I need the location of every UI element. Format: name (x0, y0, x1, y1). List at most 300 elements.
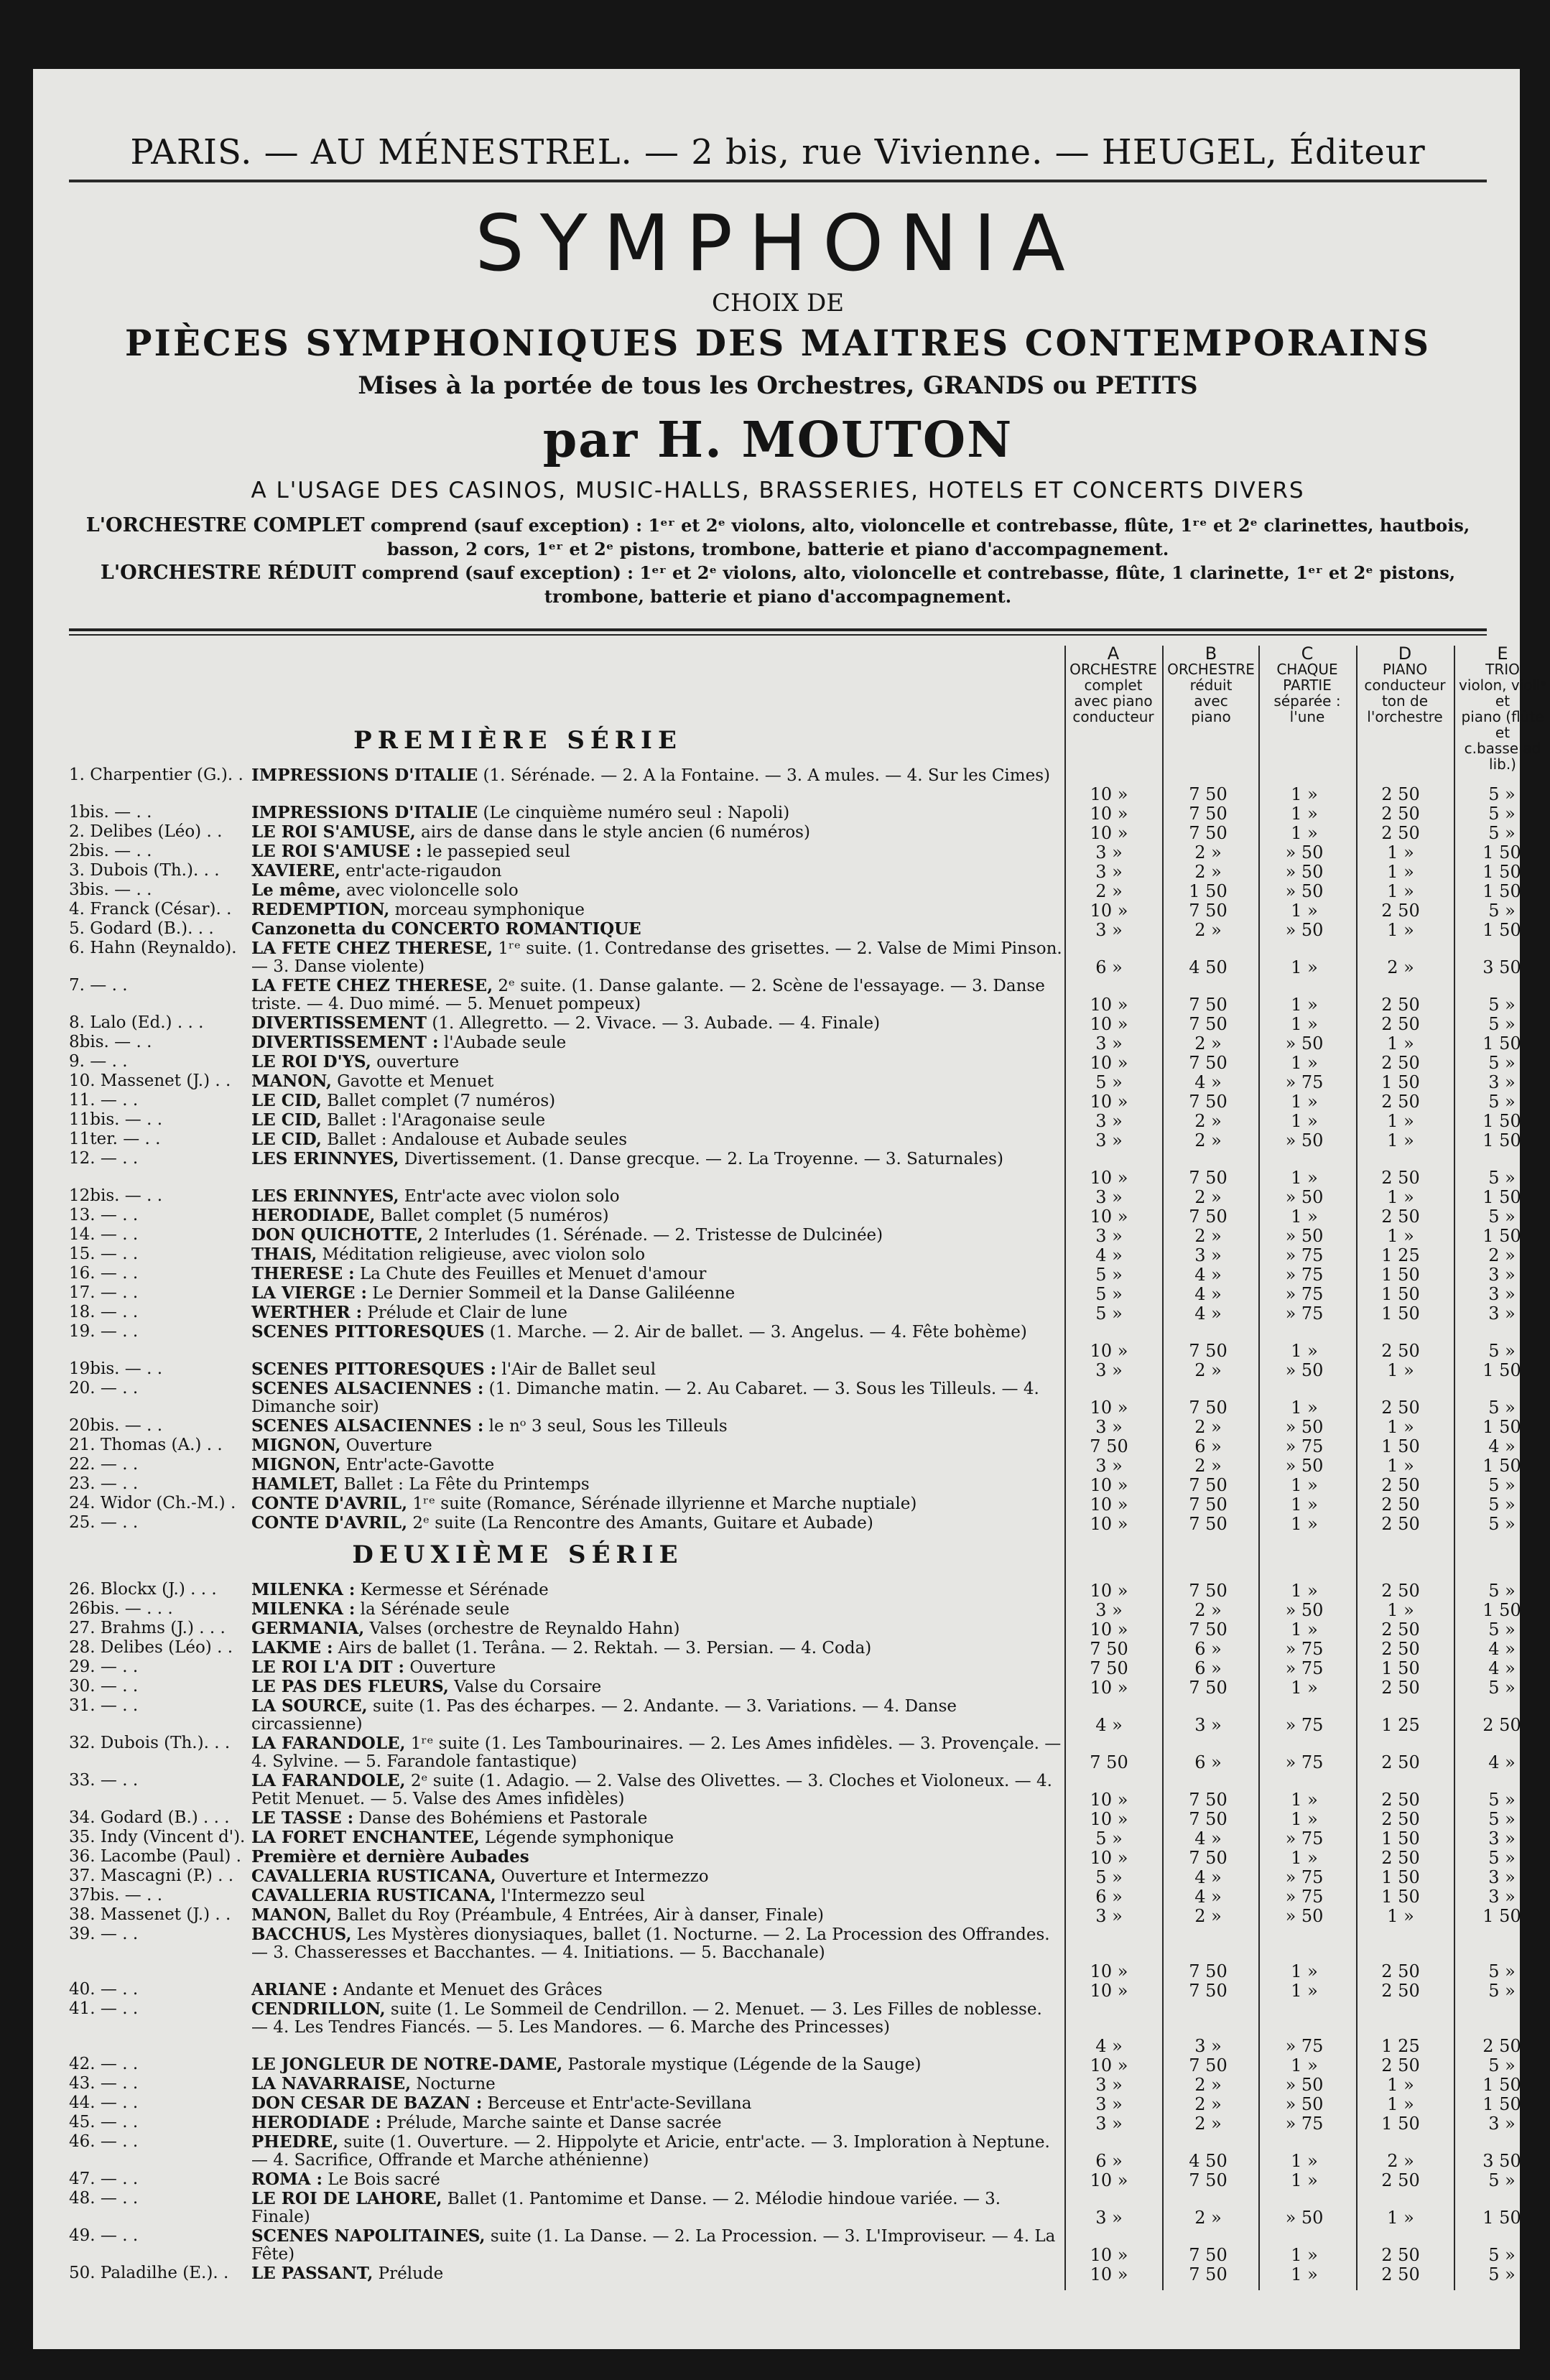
price-b: 2 » (1194, 1360, 1222, 1380)
work-title: LA FORET ENCHANTEE, (251, 1828, 480, 1847)
price-d: 1 » (1387, 881, 1414, 901)
work-title: LE CID, (251, 1110, 322, 1130)
price-e: 1 50 (1482, 1456, 1521, 1476)
price-e: 5 » (1488, 1981, 1516, 2001)
work-details: Berceuse et Entr'acte-Sevillana (482, 2094, 752, 2113)
work-title: LE ROI L'A DIT : (251, 1658, 405, 1677)
price-e: 5 » (1488, 1398, 1516, 1418)
price-d: 2 50 (1381, 1495, 1420, 1515)
work-details: Entr'acte-Gavotte (340, 1456, 495, 1474)
catalog-number: 13. — . . (69, 1206, 139, 1224)
price-e: 5 » (1488, 1790, 1516, 1810)
catalog-number: 40. — . . (69, 1980, 139, 1999)
work-description (251, 1619, 1063, 1638)
price-e: 1 50 (1482, 1111, 1521, 1131)
work-title: LA FARANDOLE, (251, 1734, 406, 1753)
price-e: 5 » (1488, 2170, 1516, 2190)
price-c: 1 » (1291, 2151, 1318, 2171)
work-title: SCENES NAPOLITAINES, (251, 2226, 486, 2246)
catalog-number: 26. Blockx (J.) . . . (69, 1580, 217, 1599)
work-title: CONTE D'AVRIL, (251, 1513, 408, 1533)
price-b: 4 » (1194, 1828, 1222, 1849)
catalog-number: 49. — . . (69, 2226, 139, 2245)
work-details: Méditation religieuse, avec violon solo (317, 1245, 646, 1264)
catalog-number: 2bis. — . . (69, 842, 152, 860)
work-title: Le même, (251, 880, 341, 900)
work-description (251, 1906, 1063, 1925)
price-a: 5 » (1095, 1828, 1123, 1849)
price-d: 1 50 (1381, 1265, 1420, 1285)
work-title: IMPRESSIONS D'ITALIE (251, 803, 478, 822)
work-title: LE ROI D'YS, (251, 1052, 371, 1072)
price-d: 1 » (1387, 1130, 1414, 1151)
price-b: 6 » (1194, 1639, 1222, 1659)
work-title: BACCHUS, (251, 1925, 352, 1944)
price-d: 1 50 (1381, 1436, 1420, 1456)
price-c: 1 » (1291, 804, 1318, 824)
price-b: 7 50 (1189, 1619, 1228, 1640)
work-details: Divertissement. (1. Danse grecque. — 2. La Troyenne. — 3. Saturnales) (399, 1150, 1003, 1168)
price-d: 2 » (1387, 2151, 1414, 2171)
column-header-letter: C (1301, 643, 1314, 664)
work-title: MIGNON, (251, 1436, 341, 1455)
price-e: 5 » (1488, 995, 1516, 1015)
catalog-number: 11. — . . (69, 1091, 139, 1110)
work-description (251, 1475, 1063, 1494)
work-details: airs de danse dans le style ancien (6 numéros) (415, 823, 810, 842)
price-a: 3 » (1095, 2114, 1123, 2134)
work-details: Prélude (373, 2264, 444, 2283)
catalog-number: 1. Charpentier (G.). . (69, 766, 243, 784)
price-e: 1 50 (1482, 881, 1521, 901)
work-description (251, 1925, 1063, 1962)
price-c: » 50 (1285, 1226, 1324, 1246)
work-details: le passepied seul (422, 842, 570, 861)
price-d: 2 50 (1381, 784, 1420, 804)
price-d: 1 » (1387, 1456, 1414, 1476)
catalog-number: 42. — . . (69, 2055, 139, 2073)
price-c: » 75 (1285, 1436, 1324, 1456)
catalog-number: 35. Indy (Vincent d'). (69, 1828, 246, 1846)
work-details: entr'acte-rigaudon (340, 862, 502, 880)
price-c: 1 » (1291, 1014, 1318, 1034)
price-a: 10 » (1090, 1475, 1128, 1495)
work-title: LA FETE CHEZ THERESE, (251, 976, 493, 995)
work-description (251, 1072, 1063, 1091)
work-description (251, 1867, 1063, 1886)
price-b: 2 » (1194, 862, 1222, 882)
column-divider (1162, 646, 1164, 2290)
work-description (251, 766, 1063, 785)
work-title: LA FARANDOLE, (251, 1771, 406, 1790)
price-c: » 75 (1285, 1752, 1324, 1772)
catalog-number: 31. — . . (69, 1696, 139, 1715)
work-title: MILENKA : (251, 1599, 356, 1619)
price-a: 10 » (1090, 1053, 1128, 1073)
subtitle-main: PIÈCES SYMPHONIQUES DES MAITRES CONTEMPORAINS (124, 322, 1431, 364)
price-e: 5 » (1488, 1092, 1516, 1112)
price-b: 7 50 (1189, 1848, 1228, 1868)
catalog-number: 26bis. — . . . (69, 1599, 173, 1618)
price-a: 10 » (1090, 995, 1128, 1015)
price-d: 2 50 (1381, 1619, 1420, 1640)
price-b: 7 50 (1189, 2264, 1228, 2284)
work-title: GERMANIA, (251, 1619, 365, 1638)
work-description (251, 1284, 1063, 1303)
price-e: 5 » (1488, 2245, 1516, 2265)
work-details: (1. Sérénade. — 2. A la Fontaine. — 3. A mules. — 4. Sur les Cimes) (478, 766, 1050, 785)
price-b: 7 50 (1189, 2055, 1228, 2075)
price-c: 1 » (1291, 1619, 1318, 1640)
price-d: 1 » (1387, 1906, 1414, 1926)
work-description (251, 2227, 1063, 2264)
price-c: » 75 (1285, 1715, 1324, 1735)
work-description (251, 881, 1063, 900)
price-e: 1 50 (1482, 2075, 1521, 2095)
price-a: 3 » (1095, 862, 1123, 882)
work-title: HERODIADE : (251, 2113, 381, 2132)
work-details: suite (1. Ouverture. — 2. Hippolyte et Aricie, entr'acte. — 3. Imploration à Neptune. — 4. Sacrifice, Offrande et Marche athénienne) (251, 2133, 1050, 2170)
work-description (251, 1207, 1063, 1225)
catalog-number: 27. Brahms (J.) . . . (69, 1619, 226, 1637)
work-description (251, 1600, 1063, 1619)
price-d: 1 50 (1381, 1284, 1420, 1304)
price-d: 1 » (1387, 920, 1414, 940)
work-details: 1ʳᵉ suite (Romance, Sérénade illyrienne et Marche nuptiale) (407, 1495, 917, 1513)
work-details: Ouverture et Intermezzo (496, 1867, 709, 1886)
work-title: LE JONGLEUR DE NOTRE-DAME, (251, 2055, 563, 2074)
price-c: » 75 (1285, 1658, 1324, 1678)
price-c: 1 » (1291, 1981, 1318, 2001)
work-description (251, 2094, 1063, 2113)
catalog-number: 20. — . . (69, 1379, 139, 1398)
catalog-number: 1bis. — . . (69, 803, 152, 822)
price-e: 5 » (1488, 823, 1516, 843)
price-e: 1 50 (1482, 1600, 1521, 1620)
price-a: 3 » (1095, 1360, 1123, 1380)
work-details: l'Aubade seule (438, 1033, 567, 1052)
price-e: 3 » (1488, 1867, 1516, 1887)
work-title: WERTHER : (251, 1303, 363, 1322)
price-b: 2 » (1194, 1130, 1222, 1151)
catalog-number: 16. — . . (69, 1264, 139, 1283)
work-title: LA SOURCE, (251, 1696, 368, 1716)
orchestra-composition (69, 513, 1487, 608)
work-description (251, 2055, 1063, 2074)
work-details: (Le cinquième numéro seul : Napoli) (478, 804, 790, 822)
price-d: 2 50 (1381, 1053, 1420, 1073)
price-a: 10 » (1090, 1341, 1128, 1361)
price-b: 2 » (1194, 2075, 1222, 2095)
price-e: 1 50 (1482, 920, 1521, 940)
work-details: Ballet : Andalouse et Aubade seules (321, 1130, 628, 1149)
price-c: » 50 (1285, 1906, 1324, 1926)
work-title: LE CID, (251, 1130, 322, 1149)
catalog-number: 10. Massenet (J.) . . (69, 1072, 231, 1090)
catalog-number: 11bis. — . . (69, 1110, 163, 1129)
price-b: 7 50 (1189, 1514, 1228, 1534)
price-d: 1 50 (1381, 1867, 1420, 1887)
work-title: SCENES PITTORESQUES (251, 1322, 485, 1342)
price-b: 2 » (1194, 1226, 1222, 1246)
price-c: » 50 (1285, 862, 1324, 882)
catalog-number: 12bis. — . . (69, 1186, 163, 1205)
price-b: 4 » (1194, 1284, 1222, 1304)
price-d: 1 » (1387, 2208, 1414, 2228)
price-a: 7 50 (1090, 1752, 1128, 1772)
price-b: 7 50 (1189, 901, 1228, 921)
price-b: 7 50 (1189, 1475, 1228, 1495)
price-a: 3 » (1095, 1600, 1123, 1620)
work-details: l'Intermezzo seul (496, 1887, 645, 1905)
catalog-number: 32. Dubois (Th.). . . (69, 1734, 231, 1752)
work-details: morceau symphonique (389, 901, 585, 919)
price-b: 7 50 (1189, 1092, 1228, 1112)
work-title: SCENES ALSACIENNES : (251, 1379, 484, 1398)
price-d: 2 » (1387, 957, 1414, 977)
price-a: 3 » (1095, 2094, 1123, 2114)
price-e: 4 » (1488, 1436, 1516, 1456)
price-b: 2 » (1194, 1600, 1222, 1620)
subtitle: CHOIX DE (711, 289, 845, 317)
series-1-heading: PREMIÈRE SÉRIE (353, 726, 682, 755)
work-title: LAKME : (251, 1638, 333, 1658)
price-c: 1 » (1291, 2170, 1318, 2190)
price-d: 2 50 (1381, 1790, 1420, 1810)
price-c: 1 » (1291, 1514, 1318, 1534)
price-d: 1 25 (1381, 1715, 1420, 1735)
work-description (251, 804, 1063, 822)
price-c: 1 » (1291, 995, 1318, 1015)
price-c: 1 » (1291, 1790, 1318, 1810)
column-header-letter: D (1398, 643, 1412, 664)
work-title: MILENKA : (251, 1580, 356, 1599)
column-header-l1: ORCHESTRE (1167, 661, 1255, 678)
work-title: LES ERINNYES, (251, 1186, 399, 1206)
price-d: 1 50 (1381, 1887, 1420, 1907)
catalog-number: 44. — . . (69, 2093, 139, 2112)
work-details: Valse du Corsaire (448, 1678, 602, 1696)
work-description (251, 1809, 1063, 1828)
work-details: Airs de ballet (1. Terâna. — 2. Rektah. — 3. Persian. — 4. Coda) (333, 1639, 872, 1658)
work-title: XAVIERE, (251, 861, 340, 880)
column-header-l4: c.basse ad lib.) (1464, 740, 1541, 773)
price-a: 10 » (1090, 1981, 1128, 2001)
work-description (251, 1265, 1063, 1283)
price-d: 1 » (1387, 1033, 1414, 1054)
price-a: 10 » (1090, 2264, 1128, 2284)
work-description (251, 1828, 1063, 1847)
work-title: CAVALLERIA RUSTICANA, (251, 1886, 496, 1905)
price-e: 1 50 (1482, 2094, 1521, 2114)
column-divider (1258, 646, 1260, 2290)
price-a: 10 » (1090, 1961, 1128, 1981)
work-description (251, 1033, 1063, 1052)
price-e: 5 » (1488, 1809, 1516, 1829)
work-details: Ballet (1. Pantomime et Danse. — 2. Mélodie hindoue variée. — 3. Finale) (251, 2190, 1001, 2226)
price-e: 1 50 (1482, 1187, 1521, 1207)
price-d: 1 » (1387, 842, 1414, 863)
work-title: ARIANE : (251, 1980, 338, 1999)
price-e: 5 » (1488, 2055, 1516, 2075)
catalog-number: 15. — . . (69, 1245, 139, 1263)
price-d: 2 50 (1381, 823, 1420, 843)
price-a: 10 » (1090, 1514, 1128, 1534)
work-details: 1ʳᵉ suite (1. Les Tambourinaires. — 2. Les Ames infidèles. — 3. Provençale. — 4. Sylvine. — 5. Farandole fantastique) (251, 1734, 1062, 1771)
work-title: DON QUICHOTTE, (251, 1225, 423, 1245)
subtitle-orchestras: Mises à la portée de tous les Orchestres, GRANDS ou PETITS (358, 371, 1198, 400)
price-c: » 50 (1285, 1033, 1324, 1054)
price-a: 10 » (1090, 784, 1128, 804)
work-title: MIGNON, (251, 1455, 341, 1474)
work-description (251, 1303, 1063, 1322)
price-a: 3 » (1095, 920, 1123, 940)
catalog-number: 37. Mascagni (P.) . . (69, 1867, 234, 1885)
price-d: 2 50 (1381, 1014, 1420, 1034)
price-c: » 75 (1285, 1887, 1324, 1907)
work-description (251, 1053, 1063, 1072)
price-e: 1 50 (1482, 842, 1521, 863)
price-c: » 75 (1285, 1265, 1324, 1285)
column-header-l4: l'une (1289, 708, 1325, 725)
price-c: 1 » (1291, 2264, 1318, 2284)
catalog-number: 43. — . . (69, 2074, 139, 2093)
price-e: 2 » (1488, 1245, 1516, 1265)
work-title: THAIS, (251, 1245, 317, 1264)
price-c: » 50 (1285, 1187, 1324, 1207)
price-b: 7 50 (1189, 784, 1228, 804)
price-d: 1 25 (1381, 1245, 1420, 1265)
price-b: 7 50 (1189, 1014, 1228, 1034)
price-b: 7 50 (1189, 1790, 1228, 1810)
reduit-text: comprend (sauf exception) : 1ᵉʳ et 2ᵉ violons, alto, violoncelle et contrebasse, flûte, 1 clarinette, 1ᵉʳ et 2ᵉ pistons, trombone, batterie et piano d'accompagnement. (361, 562, 1456, 607)
price-c: » 75 (1285, 1072, 1324, 1092)
work-details: la Sérénade seule (355, 1600, 510, 1619)
reduit-label: L'ORCHESTRE RÉDUIT (100, 562, 356, 584)
catalog-number: 9. — . . (69, 1052, 128, 1071)
catalog-number: 19bis. — . . (69, 1359, 163, 1378)
price-d: 1 » (1387, 1360, 1414, 1380)
price-d: 2 50 (1381, 1581, 1420, 1601)
work-title: LES ERINNYES, (251, 1149, 399, 1168)
price-c: 1 » (1291, 1961, 1318, 1981)
price-b: 2 » (1194, 1111, 1222, 1131)
price-a: 10 » (1090, 1809, 1128, 1829)
work-description (251, 1187, 1063, 1206)
price-c: 1 » (1291, 1848, 1318, 1868)
column-header-l2: conducteur (1364, 677, 1446, 694)
price-a: 5 » (1095, 1284, 1123, 1304)
work-title: Première et dernière Aubades (251, 1847, 529, 1867)
price-c: 1 » (1291, 784, 1318, 804)
price-e: 1 50 (1482, 1417, 1521, 1437)
catalog-number: 34. Godard (B.) . . . (69, 1808, 230, 1827)
price-a: 10 » (1090, 1207, 1128, 1227)
catalog-number: 18. — . . (69, 1303, 139, 1321)
price-d: 2 50 (1381, 1092, 1420, 1112)
work-title: LE ROI S'AMUSE, (251, 822, 416, 842)
price-c: 1 » (1291, 2245, 1318, 2265)
catalog-number: 8. Lalo (Ed.) . . . (69, 1013, 204, 1032)
price-c: » 50 (1285, 920, 1324, 940)
price-e: 5 » (1488, 784, 1516, 804)
price-c: » 75 (1285, 1828, 1324, 1849)
price-e: 5 » (1488, 1514, 1516, 1534)
price-c: » 50 (1285, 2208, 1324, 2228)
price-b: 4 » (1194, 1072, 1222, 1092)
price-d: 1 » (1387, 1226, 1414, 1246)
price-a: 3 » (1095, 1226, 1123, 1246)
price-d: 1 50 (1381, 1072, 1420, 1092)
price-c: » 50 (1285, 2094, 1324, 2114)
price-d: 2 50 (1381, 1514, 1420, 1534)
price-d: 2 50 (1381, 1168, 1420, 1188)
work-title: LE ROI S'AMUSE : (251, 842, 422, 861)
price-d: 2 50 (1381, 804, 1420, 824)
column-header-l4: piano (1191, 708, 1231, 725)
price-d: 1 » (1387, 2094, 1414, 2114)
price-c: 1 » (1291, 1207, 1318, 1227)
column-header-l1: CHAQUE (1276, 661, 1338, 678)
work-details: avec violoncelle solo (340, 881, 519, 900)
work-details: Andante et Menuet des Grâces (338, 1981, 603, 1999)
price-d: 2 50 (1381, 2055, 1420, 2075)
column-header-letter: E (1497, 643, 1508, 664)
work-title: DIVERTISSEMENT : (251, 1033, 439, 1052)
price-a: 2 » (1095, 881, 1123, 901)
work-details: Les Mystères dionysiaques, ballet (1. Nocturne. — 2. La Procession des Offrandes. — 3. Chasseresses et Bacchantes. — 4. Initiations. — 5. Bacchanale) (251, 1925, 1050, 1962)
work-title: ROMA : (251, 2170, 322, 2189)
price-b: 7 50 (1189, 1168, 1228, 1188)
price-b: 6 » (1194, 1436, 1222, 1456)
price-c: » 50 (1285, 2075, 1324, 2095)
price-e: 1 50 (1482, 1130, 1521, 1151)
price-e: 3 » (1488, 1284, 1516, 1304)
work-title: HERODIADE, (251, 1206, 376, 1225)
work-details: ouverture (371, 1053, 460, 1072)
price-d: 1 25 (1381, 2036, 1420, 2056)
catalog-number: 41. — . . (69, 1999, 139, 2018)
price-e: 3 » (1488, 1887, 1516, 1907)
work-details: Prélude et Clair de lune (362, 1303, 568, 1322)
price-b: 3 » (1194, 1715, 1222, 1735)
price-a: 5 » (1095, 1867, 1123, 1887)
price-b: 3 » (1194, 2036, 1222, 2056)
price-c: 1 » (1291, 1168, 1318, 1188)
price-c: 1 » (1291, 1092, 1318, 1112)
price-d: 2 50 (1381, 1809, 1420, 1829)
price-d: 2 50 (1381, 1752, 1420, 1772)
column-header (1358, 643, 1452, 725)
price-b: 7 50 (1189, 1341, 1228, 1361)
price-e: 3 50 (1482, 957, 1521, 977)
price-b: 2 » (1194, 1906, 1222, 1926)
work-description (251, 1658, 1063, 1677)
column-header-l4: conducteur (1072, 708, 1154, 725)
price-b: 3 » (1194, 1245, 1222, 1265)
work-details: Gavotte et Menuet (331, 1072, 494, 1091)
column-header-l1: PIANO (1382, 661, 1428, 678)
work-details: Danse des Bohémiens et Pastorale (353, 1809, 648, 1828)
price-a: 6 » (1095, 1887, 1123, 1907)
catalog-number: 14. — . . (69, 1225, 139, 1244)
reduit-line (69, 561, 1487, 608)
price-c: 1 » (1291, 1809, 1318, 1829)
work-description (251, 1130, 1063, 1149)
price-d: 2 50 (1381, 2264, 1420, 2284)
price-c: 1 » (1291, 901, 1318, 921)
price-b: 4 50 (1189, 957, 1228, 977)
